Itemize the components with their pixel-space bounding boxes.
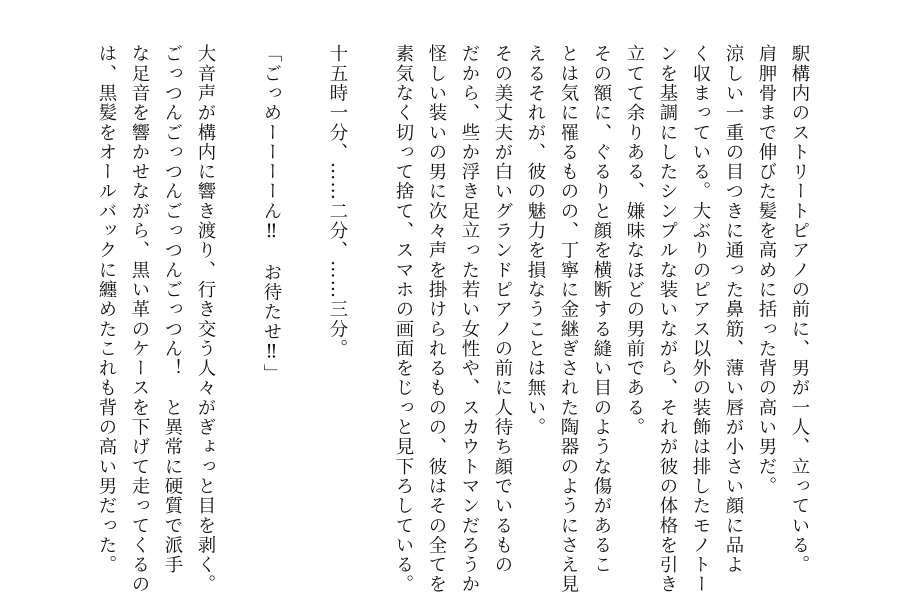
text-line: 駅構内のストリートピアノの前に、男が一人、立っている。 xyxy=(789,44,810,575)
text-line: 素気なく切って捨て、スマホの画面をじっと見下ろしている。 xyxy=(393,44,414,595)
text-line: だから、些か浮き足立った若い女性や、スカウトマンだろうか xyxy=(459,44,480,595)
text-line: その美丈夫が白いグランドピアノの前に人待ち顔でいるもの xyxy=(492,44,513,575)
text-line: その額に、ぐるりと顔を横断する縫い目のような傷があるこ xyxy=(591,44,612,575)
text-line: 大音声が構内に響き渡り、行き交う人々がぎょっと目を剥く。 xyxy=(195,44,216,595)
text-line: 「ごっめーーーーん‼ お待たせ‼」 xyxy=(261,44,282,384)
text-line: 十五時一分、……二分、……三分。 xyxy=(327,44,348,359)
text-line: く収まっている。大ぶりのピアス以外の装飾は排したモノトー xyxy=(690,44,711,595)
text-line: えるそれが、彼の魅力を損なうことは無い。 xyxy=(525,44,546,437)
text-line: 肩胛骨まで伸びた髪を高めに括った背の高い男だ。 xyxy=(756,44,777,496)
text-line: 涼しい一重の目つきに通った鼻筋、薄い唇が小さい顔に品よ xyxy=(723,44,744,575)
text-line: ンを基調にしたシンプルな装いながら、それが彼の体格を引き xyxy=(657,44,678,595)
text-line: 怪しい装いの男に次々声を掛けられるものの、彼はその全てを xyxy=(426,44,447,595)
text-line: は、黒髪をオールバックに纏めたこれも背の高い男だった。 xyxy=(96,44,117,575)
text-line: な足音を響かせながら、黒い革のケースを下げて走ってくるの xyxy=(129,44,150,595)
text-line: とは気に罹るものの、丁寧に金継ぎされた陶器のようにさえ見 xyxy=(558,44,579,595)
text-line: ごっつんごっつんごっつんごっつん！ と異常に硬質で派手 xyxy=(162,44,183,575)
text-line: 立てて余りある、嫌味なほどの男前である。 xyxy=(624,44,645,437)
